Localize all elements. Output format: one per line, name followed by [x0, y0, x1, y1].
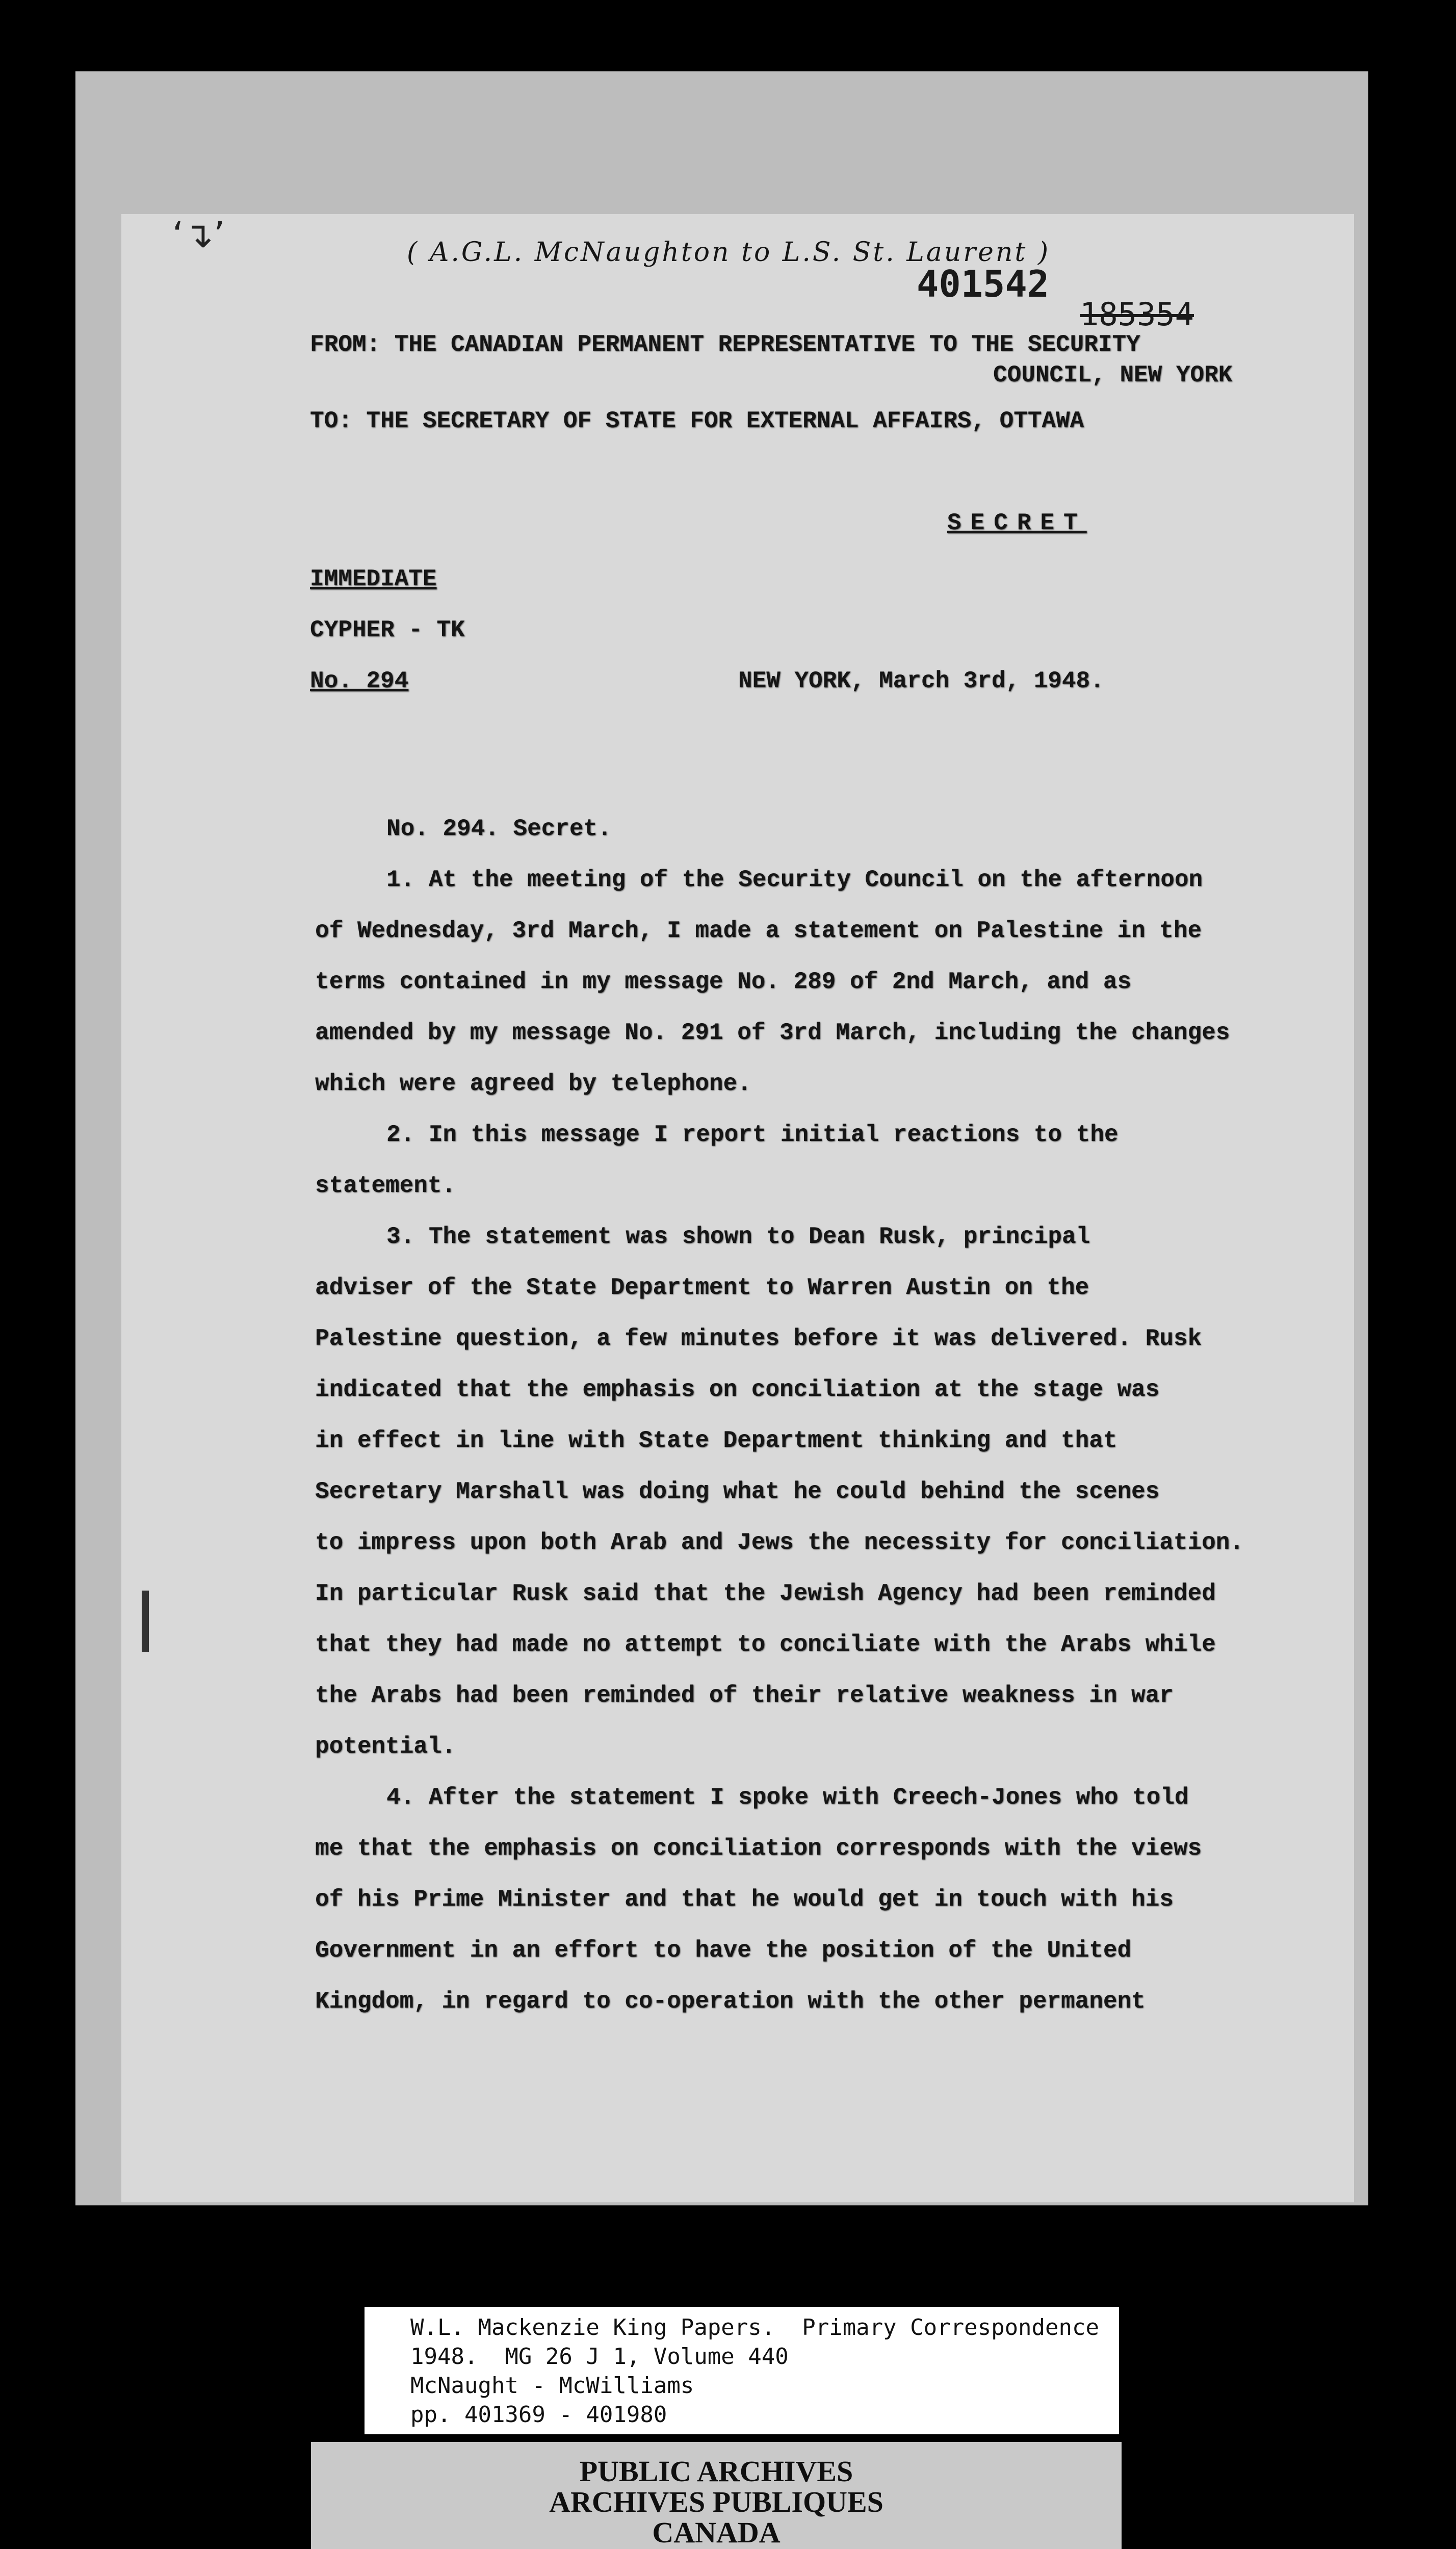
paper-tear-mark: ‘↴’: [172, 214, 225, 256]
body-line: indicated that the emphasis on conciliation at the stage was: [315, 1376, 1160, 1403]
citation-line: 1948. MG 26 J 1, Volume 440: [410, 2344, 789, 2370]
body-line: amended by my message No. 291 of 3rd March, including the changes: [315, 1020, 1230, 1046]
priority-mark: IMMEDIATE: [310, 566, 437, 592]
place-date: NEW YORK, March 3rd, 1948.: [738, 668, 1104, 694]
cypher-mark: CYPHER - TK: [310, 617, 465, 643]
body-line: No. 294. Secret.: [386, 816, 612, 842]
to-line: TO: THE SECRETARY OF STATE FOR EXTERNAL AFFAIRS, OTTAWA: [310, 408, 1084, 434]
public-archives-stamp: [311, 2442, 1122, 2549]
body-line: which were agreed by telephone.: [315, 1071, 751, 1097]
archival-citation-label: [365, 2307, 1119, 2434]
body-line: terms contained in my message No. 289 of 2nd March, and as: [315, 969, 1132, 995]
document-number: 401542: [917, 263, 1050, 305]
body-line: of his Prime Minister and that he would get in touch with his: [315, 1886, 1174, 1913]
body-line: Palestine question, a few minutes before it was delivered. Rusk: [315, 1325, 1202, 1352]
letter-page: [121, 214, 1354, 2202]
handwritten-annotation: ( A.G.L. McNaughton to L.S. St. Laurent ): [407, 237, 1051, 268]
body-line: the Arabs had been reminded of their relative weakness in war: [315, 1682, 1174, 1709]
message-number: No. 294: [310, 668, 409, 694]
body-line: 1. At the meeting of the Security Council on the afternoon: [386, 867, 1203, 893]
citation-line: W.L. Mackenzie King Papers. Primary Correspondence: [410, 2314, 1100, 2340]
classification-mark: SECRET: [947, 510, 1087, 536]
body-line: 2. In this message I report initial reactions to the: [386, 1122, 1119, 1148]
stamp-line: CANADA: [652, 2516, 781, 2549]
body-line: In particular Rusk said that the Jewish Agency had been reminded: [315, 1580, 1216, 1607]
scan-smudge: [142, 1591, 149, 1652]
from-line: FROM: THE CANADIAN PERMANENT REPRESENTATIVE TO THE SECURITY: [310, 331, 1140, 358]
body-line: me that the emphasis on conciliation corresponds with the views: [315, 1835, 1202, 1862]
body-line: to impress upon both Arab and Jews the necessity for conciliation.: [315, 1529, 1244, 1556]
body-line: of Wednesday, 3rd March, I made a statement on Palestine in the: [315, 918, 1202, 944]
old-document-number: 185354: [1080, 296, 1194, 333]
body-line: potential.: [315, 1733, 456, 1760]
stamp-line: ARCHIVES PUBLIQUES: [549, 2485, 883, 2518]
body-line: Kingdom, in regard to co-operation with the other permanent: [315, 1988, 1146, 2015]
body-line: in effect in line with State Department thinking and that: [315, 1427, 1117, 1454]
body-line: 3. The statement was shown to Dean Rusk, principal: [386, 1224, 1090, 1250]
citation-line: McNaught - McWilliams: [410, 2373, 694, 2399]
body-line: statement.: [315, 1173, 456, 1199]
body-line: adviser of the State Department to Warren Austin on the: [315, 1274, 1089, 1301]
body-line: Secretary Marshall was doing what he could behind the scenes: [315, 1478, 1160, 1505]
citation-line: pp. 401369 - 401980: [410, 2402, 667, 2428]
stamp-line: PUBLIC ARCHIVES: [579, 2455, 853, 2488]
body-line: Government in an effort to have the position of the United: [315, 1937, 1132, 1964]
body-line: that they had made no attempt to conciliate with the Arabs while: [315, 1631, 1216, 1658]
body-line: 4. After the statement I spoke with Creech-Jones who told: [386, 1784, 1189, 1811]
from-line-continuation: COUNCIL, NEW YORK: [993, 362, 1233, 388]
